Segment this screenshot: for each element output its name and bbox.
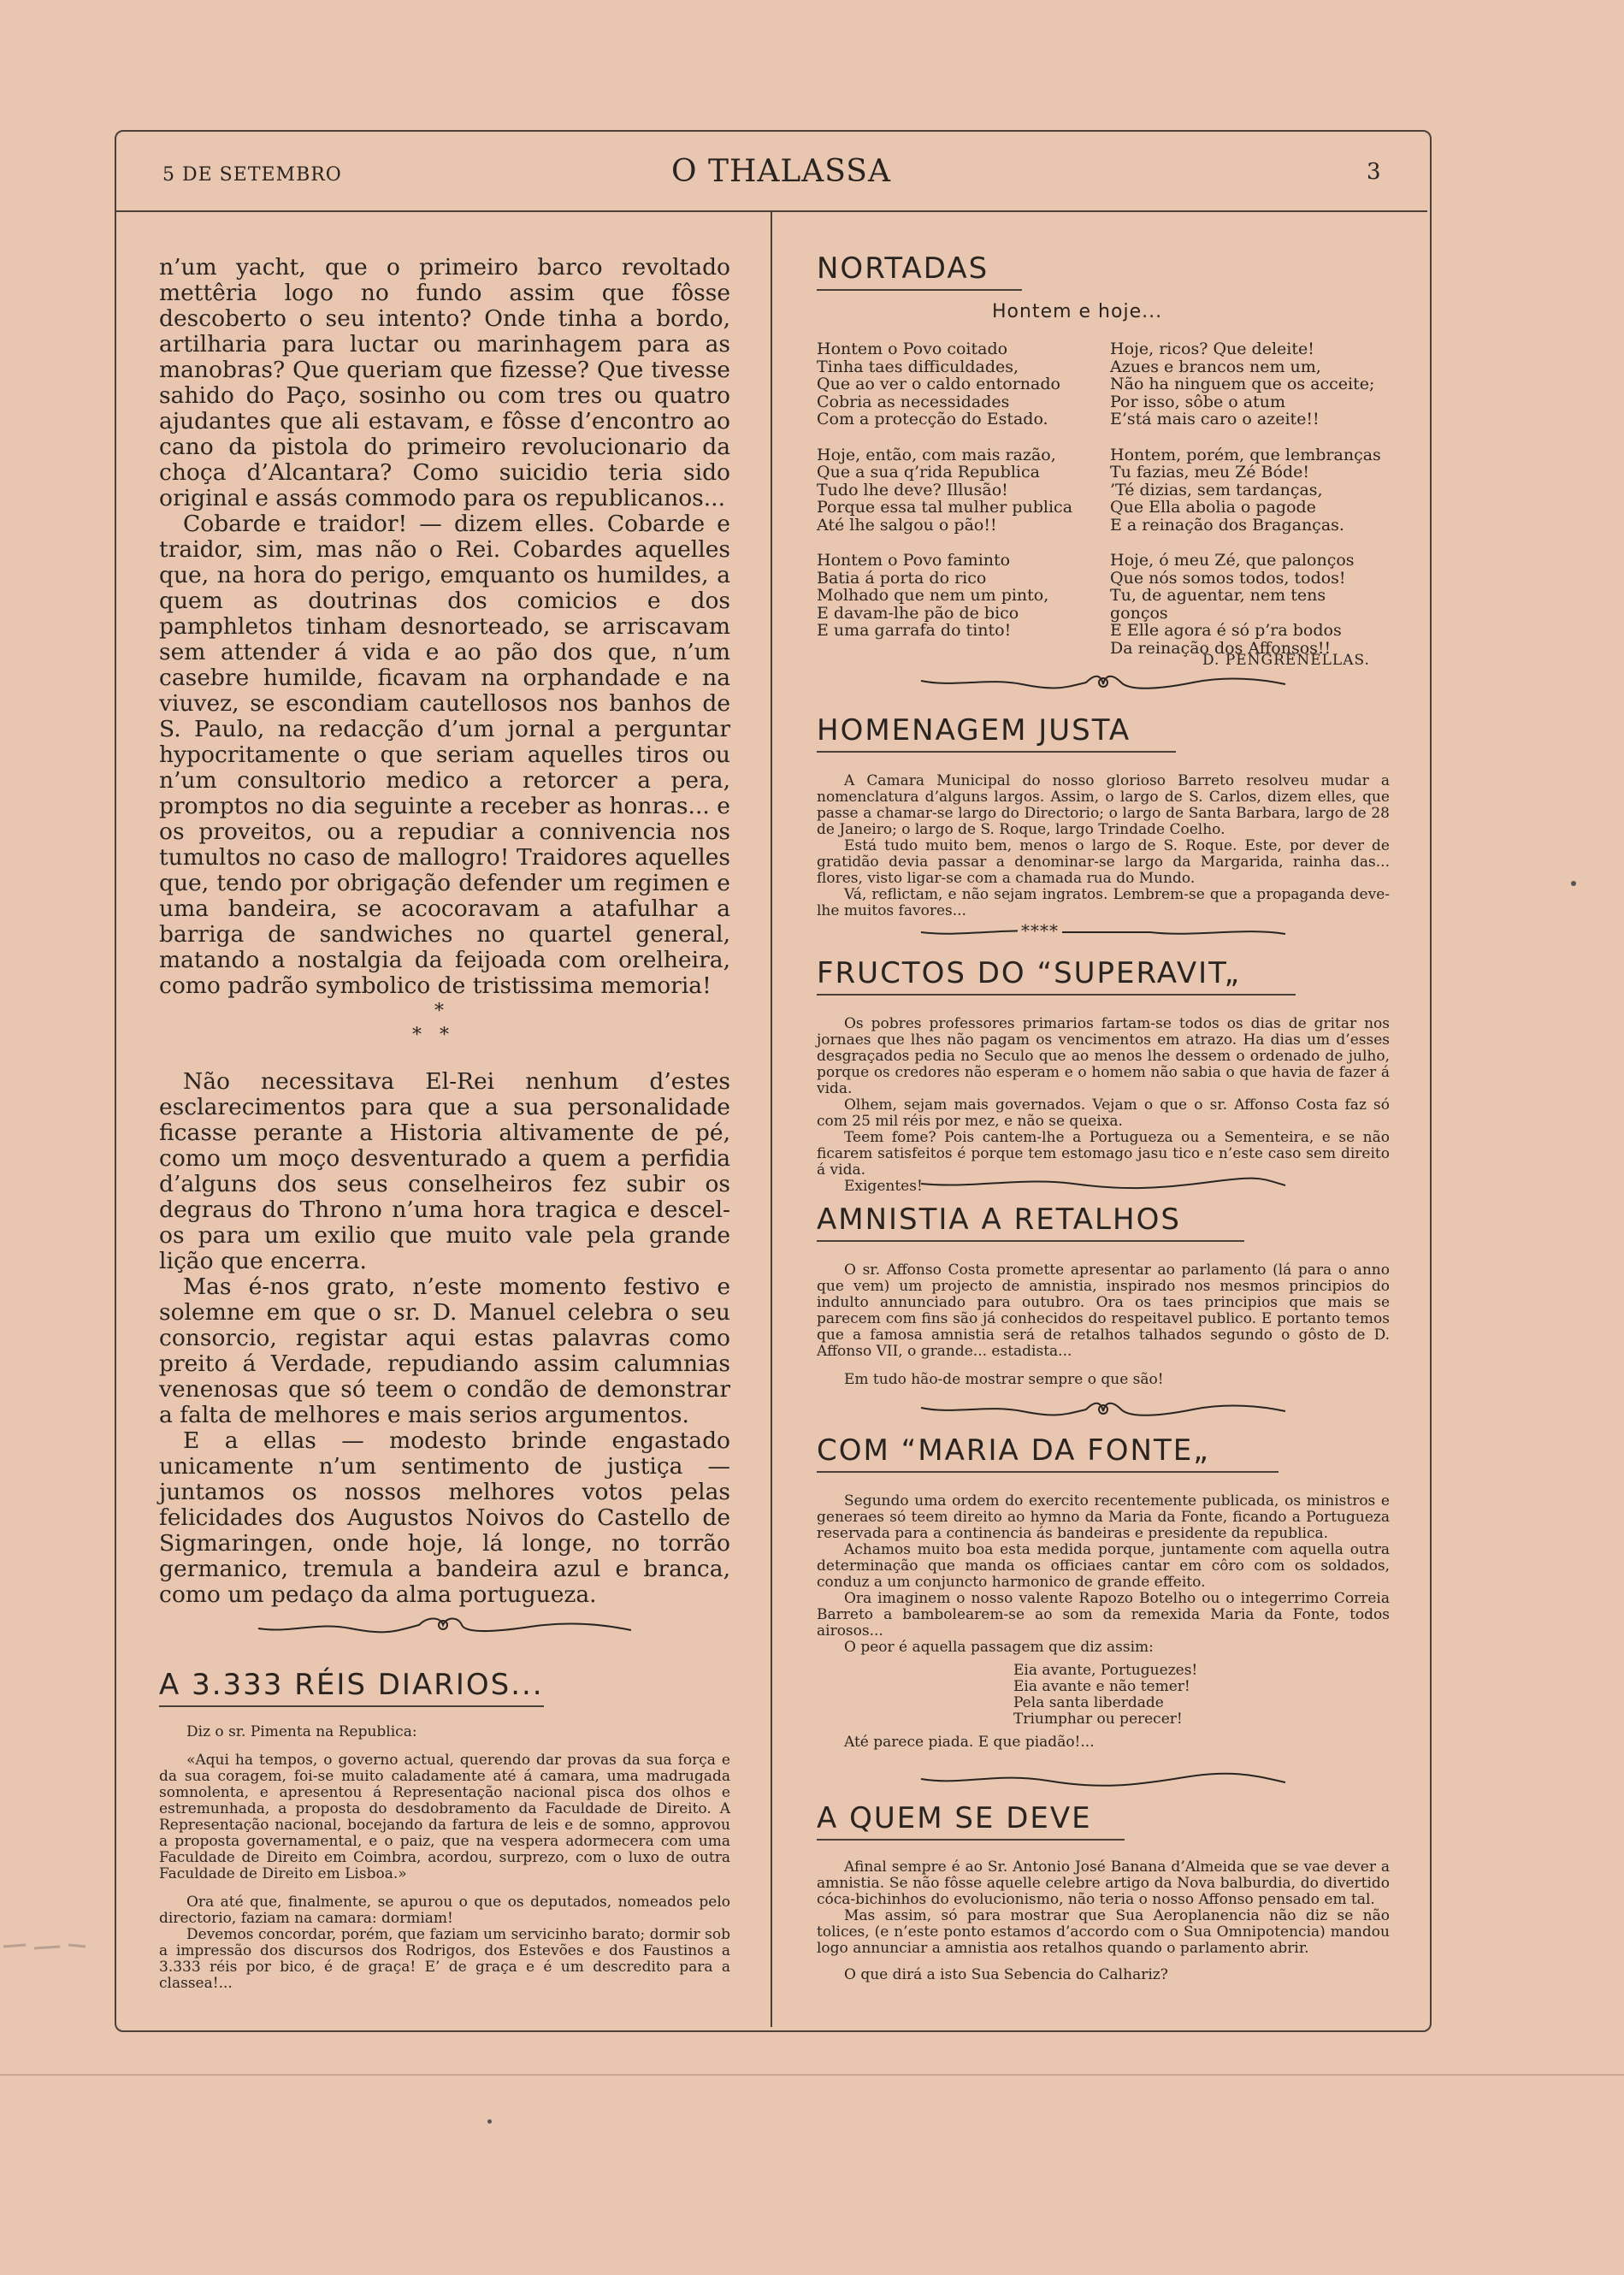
title-rule [817,289,1022,291]
paragraph-text: Afinal sempre é ao Sr. Antonio José Banana d’Almeida que se vae dever a amnistia. Se não fôsse aquelle celebre artigo da Nova balburdia, do divertido cóca-bichinhos do evolucionismo, não teria o nosso Affonso pensado em tal. [817,1858,1390,1908]
poem-line: Com a protecção do Estado. [817,410,1048,428]
section-nortadas [817,251,1390,291]
poem-column-2 [1110,340,1384,657]
article-paragraph: n’um yacht, que o primeiro barco revoltado mettêria logo no fundo assim que fôsse descoberto o seu intento? Onde tinha a bordo, artilharia para luctar ou marinhagem para as manobras? Que queriam que fizesse? Que tivesse sahido do Paço, sosinho ou com tres ou quatro ajudantes que ali estavam, e fôsse d’encontro ao cano da pistola do primeiro revolucionario da choça d’Alcantara? Como suicidio teria sido original e assás commodo para os republicanos... [159,254,730,511]
paragraph-text: O peor é aquella passagem que diz assim: [844,1639,1154,1656]
paragraph-text: O que dirá a isto Sua Sebencia do Calhariz? [844,1966,1168,1983]
poem-line: Hontem o Povo coitado [817,340,1008,358]
left-column-text-2 [159,1069,730,1608]
section-title: AMNISTIA A RETALHOS [817,1202,1181,1237]
section-amnistia [817,1202,1390,1388]
poem-subtitle: Hontem e hoje... [992,301,1163,322]
poem-line: E Elle agora é só p’ra bodos [1110,621,1342,640]
title-rule [817,994,1296,996]
verse-line: Eia avante, Portuguezes! [1013,1662,1198,1679]
paragraph-text: Até parece piada. E que piadão!... [844,1734,1095,1751]
asterism-top: * [434,1001,444,1022]
paper-speck [487,2119,492,2124]
page-number: 3 [1367,159,1381,185]
poem-line: Azues e brancos nem um, [1110,357,1321,376]
poem-line: Que ao ver o caldo entornado [817,375,1060,393]
poem-stanza [1110,340,1384,428]
ornament-divider [919,1172,1287,1194]
poem-signature: D. PENGRENELLAS. [1202,652,1370,669]
paragraph-text: Olhem, sejam mais governados. Vejam o que o sr. Affonso Costa faz só com 25 mil réis por mez, e não se queixa. [817,1096,1390,1130]
verse-line: Pela santa liberdade [1013,1694,1164,1711]
paragraph-text: Devemos concordar, porém, que faziam um servicinho barato; dormir sob a impressão dos discursos dos Rodrigos, dos Estevões e dos Faustinos a 3.333 réis por bico, é de graça! E’ de graça e é um descredito para a classea!... [159,1926,730,1992]
column-rule [771,212,772,2027]
poem-line: Hoje, ricos? Que deleite! [1110,340,1314,358]
section-maria-da-fonte [817,1433,1390,1751]
section-a-quem-se-deve [817,1801,1390,1983]
poem-line: Hoje, ó meu Zé, que palonços [1110,551,1355,570]
paragraph-text: Segundo uma ordem do exercito recentemente publicada, os ministros e generaes só teem direito ao hymno da Maria da Fonte, ficando a Portugueza reservada para a continencia ás bandeiras e presidente da republica. [817,1492,1390,1542]
poem-line: Que a sua q’rida Republica [817,463,1040,482]
poem-line: Hontem, porém, que lembranças [1110,445,1381,464]
ornament-divider [919,672,1287,694]
paragraph-text: Ora até que, finalmente, se apurou o que os deputados, nomeados pelo directorio, faziam na camara: dormiam! [159,1894,730,1927]
quote-text: «Aqui ha tempos, o governo actual, querendo dar provas da sua força e da sua coragem, foi-se muito caladamente até á camara, uma madrugada somnolenta, e apresentou á Representação nacional pisca dos olhos e estremunhada, a proposta do desdobramento da Faculdade de Direito. A Representação nacional, bocejando da fartura de leis e de somno, approvou a proposta governamental, e o paiz, que na vespera adormecera com uma Faculdade de Direito em Coimbra, acordou, surprezo, com o luxo de outra Faculdade de Direito em Lisboa.» [159,1752,730,1882]
poem-line: Tu fazias, meu Zé Bóde! [1110,463,1310,482]
quoted-verse [1013,1663,1390,1728]
intro-text: Diz o sr. Pimenta na Republica: [186,1723,417,1740]
title-rule [159,1705,544,1707]
section-fructos [817,956,1390,1195]
section-title: A QUEM SE DEVE [817,1801,1092,1835]
article-paragraph: Mas é-nos grato, n’este momento festivo e solemne em que o sr. D. Manuel celebra o seu consorcio, registar aqui estas palavras como preito á Verdade, repudiando assim calumnias venenosas que só teem o condão de demonstrar a falta de melhores e mais serios argumentos. [159,1273,730,1428]
poem-line: Cobria as necessidades [817,392,1010,411]
section-reis [159,1668,730,1992]
poem-line: Molhado que nem um pinto, [817,586,1049,605]
fold-line [0,2074,1624,2076]
section-title: COM “MARIA DA FONTE„ [817,1433,1210,1468]
title-rule [817,1839,1125,1841]
paragraph-text: Mas assim, só para mostrar que Sua Aeroplanencia não diz se não tolices, (e n’este ponto estamos d’accordo com o Sua Omnipotencia) mandou logo annunciar a amnistia aos retalhos quando o parlamento abrir. [817,1907,1390,1957]
paragraph-text: Está tudo muito bem, menos o largo de S. Roque. Este, por dever de gratidão devia passar a denominar-se largo da Margarida, rainha das... flores, visto ligar-se com a chamada rua do Mundo. [817,837,1390,887]
poem-line: Tu, de aguentar, nem tens gonços [1110,586,1326,623]
ornament-stars: **** [1018,920,1062,941]
article-paragraph: E a ellas — modesto brinde engastado unicamente n’um sentimento de justiça — juntamos os nossos melhores votos pelas felicidades dos Augustos Noivos do Castello de Sigmaringen, onde hoje, lá longe, no torrão germanico, tremula a bandeira azul e branca, como um pedaço da alma portugueza. [159,1427,730,1608]
ornament-divider [919,922,1287,944]
poem-line: Que Ella abolia o pagode [1110,498,1316,517]
poem-line: Porque essa tal mulher publica [817,498,1073,517]
poem-stanza [1110,552,1384,657]
poem-stanza [1110,446,1384,535]
poem-line: E davam-lhe pão de bico [817,603,1019,623]
poem-line: Hontem o Povo faminto [817,551,1011,570]
paragraph-text: Em tudo hão-de mostrar sempre o que são! [844,1371,1164,1388]
article-paragraph: Não necessitava El-Rei nenhum d’estes esclarecimentos para que a sua personalidade ficasse perante a Historia altivamente de pé, como um moço desventurado a quem a perfidia d’alguns dos seus conselheiros fez subir os degraus do Throno n’uma hora tragica e descel-os para um exilio que muito vale pela grande lição que encerra. [159,1068,730,1274]
title-rule [817,1240,1244,1242]
paragraph-text: Achamos muito boa esta medida porque, juntamente com aquella outra determinação que manda os officiaes cantar em côro com os soldados, conduz a um conjuncto harmonico de grande effeito. [817,1541,1390,1591]
poem-line: Não ha ninguem que os acceite; [1110,375,1375,393]
section-title: HOMENAGEM JUSTA [817,713,1131,748]
poem-stanza [817,552,1090,640]
paper-speck [1571,881,1576,886]
header-date: 5 DE SETEMBRO [162,164,342,186]
poem-stanza [817,446,1090,535]
section-homenagem [817,713,1390,919]
paragraph-text: Ora imaginem o nosso valente Rapozo Botelho ou o integerrimo Correia Barreto a bambolearem-se ao som da remexida Maria da Fonte, todos airosos... [817,1590,1390,1640]
paper-smudge [0,1929,94,1964]
ornament-divider [919,1399,1287,1421]
ornament-divider [257,1615,633,1637]
poem-line: ’Té dizias, sem tardanças, [1110,480,1323,499]
title-rule [817,751,1176,753]
paragraph-text: A Camara Municipal do nosso glorioso Barreto resolveu mudar a nomenclatura d’alguns largos. Assim, o largo de S. Carlos, dizem elles, que passe a chamar-se largo do Directorio; o largo de Santa Barbara, largo de 28 de Janeiro; o largo de S. Roque, largo Trindade Coelho. [817,772,1390,838]
paragraph-text: Os pobres professores primarios fartam-se todos os dias de gritar nos jornaes que lhes não pagam os vencimentos em atrazo. Ha dias um d’esses desgraçados pedia no Seculo que ao menos lhe dessem o ordenado de julho, porque os credores não esperam e o homem não sabia o que havia de fazer á vida. [817,1015,1390,1097]
poem-line: Tinha taes difficuldades, [817,357,1019,376]
verse-line: Eia avante e não temer! [1013,1678,1190,1695]
poem-line: E uma garrafa do tinto! [817,621,1012,640]
asterism-bottom: * * [412,1025,449,1046]
poem-line: E a reinação dos Braganças. [1110,515,1344,535]
poem-line: Por isso, sôbe o atum [1110,392,1286,411]
poem-column-1 [817,340,1090,640]
left-column-text [159,255,730,999]
article-paragraph: Cobarde e traidor! — dizem elles. Cobarde e traidor, sim, mas não o Rei. Cobardes aquelles que, na hora do perigo, emquanto os humildes, a quem as doutrinas dos comicios e dos pamphletos tinham desnorteado, se arriscavam sem attender á vida e ao pão dos que, n’um casebre humilde, ficavam na orphandade e na viuvez, se escondiam cautellosos nos banhos de S. Paulo, na redacção d’um jornal a perguntar hypocritamente o que seriam aquelles tiros ou n’um consultorio medico a retorcer a pera, promptos no dia seguinte a receber as honras... e os proveitos, ou a repudiar a connivencia nos tumultos no caso de mallogro! Traidores aquelles que, tendo por obrigação defender um regimen e uma bandeira, se acocoravam a atafulhar a barriga de sandwiches no quartel general, matando a nostalgia da feijoada com orelheira, como padrão symbolico de tristissima memoria! [159,511,730,999]
poem-line: Batia á porta do rico [817,568,987,588]
poem-line: Que nós somos todos, todos! [1110,568,1346,588]
ornament-divider [919,1769,1287,1791]
section-title: NORTADAS [817,251,989,286]
section-title: FRUCTOS DO “SUPERAVIT„ [817,956,1242,990]
poem-line: Hoje, então, com mais razão, [817,445,1056,464]
poem-line: Tudo lhe deve? Illusão! [817,480,1008,499]
paragraph-text: O sr. Affonso Costa promette apresentar ao parlamento (lá para o anno que vem) um projecto de amnistia, inspirado nos mesmos principios do indulto annunciado para outubro. Ora os taes principios que mais se parecem com fins são já conhecidos do respeitavel publico. E portanto temos que a famosa amnistia será de retalhos talhados segundo o gôsto de D. Affonso VII, o grande... estadista... [817,1262,1390,1360]
poem-line: E’stá mais caro o azeite!! [1110,410,1320,428]
paragraph-text: Exigentes! [844,1178,923,1195]
masthead-title: O THALASSA [671,154,891,189]
section-title: A 3.333 RÉIS DIARIOS... [159,1668,544,1702]
paragraph-text: Vá, reflictam, e não sejam ingratos. Lembrem-se que a propaganda deve-lhe muitos favores... [817,886,1390,919]
paragraph-text: Teem fome? Pois cantem-lhe a Portugueza ou a Sementeira, e se não ficarem satisfeitos é porque tem estomago jasu tico e n’este caso sem direito á vida. [817,1129,1390,1179]
poem-line: Da reinação dos Affonsos!! [1110,638,1332,658]
poem-line: Até lhe salgou o pão!! [817,515,997,535]
poem-stanza [817,340,1090,428]
title-rule [817,1471,1279,1473]
verse-line: Triumphar ou perecer! [1013,1711,1183,1728]
